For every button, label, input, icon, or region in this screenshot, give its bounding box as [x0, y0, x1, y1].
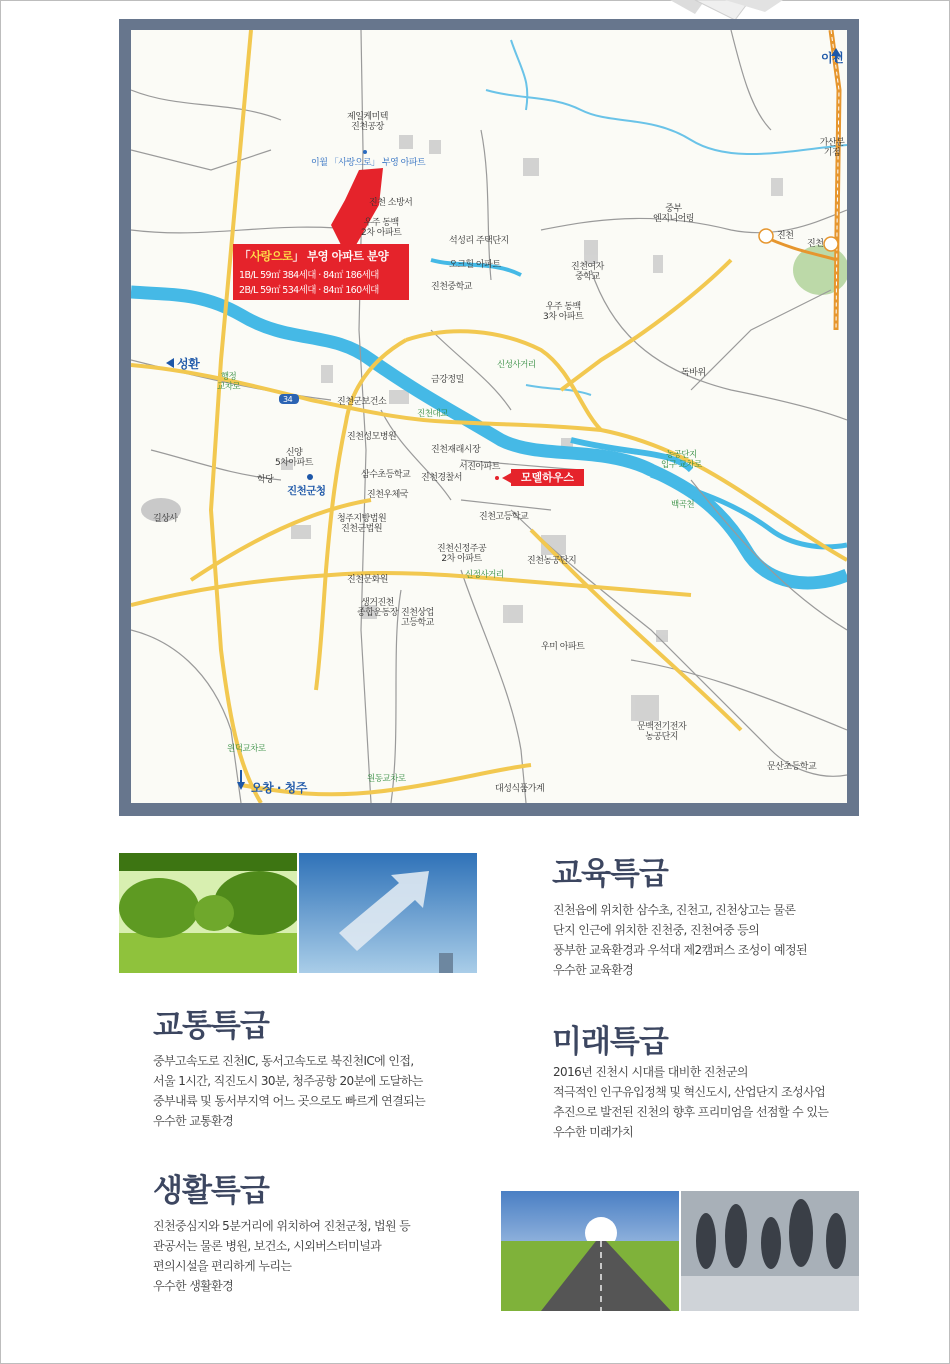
- promo-title: 「사랑으로」 부영 아파트 분양: [239, 249, 389, 263]
- map-graphics: [131, 30, 847, 803]
- map-label-jungbu-eng: 중부 엔지니어링: [653, 204, 694, 224]
- map-label-hakdang: 학당: [257, 475, 274, 485]
- map-label-jincheon-bridge: 진천대교: [417, 409, 448, 419]
- map-label-sinyang: 신양 5차아파트: [275, 448, 314, 468]
- map-label-culture-center: 진천문화원: [347, 575, 388, 585]
- map-label-jincheon-ms: 진천중학교: [431, 282, 472, 292]
- education-title: 교육특급: [552, 856, 668, 892]
- seonghwan-direction-label: 성환: [177, 357, 200, 371]
- map-label-st-mary: 진천성모병원: [347, 432, 397, 442]
- map-label-commerce-hs: 진천상업 고등학교: [401, 608, 434, 628]
- road-photo: [501, 1191, 679, 1311]
- park-photo: [119, 853, 297, 973]
- ochang-direction-label: 오창 · 청주: [251, 781, 307, 795]
- map-label-post-office: 진천우체국: [367, 490, 408, 500]
- map-label-daesung: 대성식품가계: [495, 784, 545, 794]
- map-label-dokbawi: 독바위: [681, 368, 706, 378]
- gov-office-marker-icon: [307, 474, 313, 480]
- map-label-nonggong-ic: 농공단지 입구 교차로: [661, 450, 702, 470]
- map-label-court: 청주지방법원 진천군법원: [337, 514, 387, 534]
- map-label-haengjeong-ic: 행정 교차로: [217, 372, 241, 392]
- map-label-route34: 34: [283, 395, 293, 404]
- booyoung-site-marker-icon: [363, 150, 367, 154]
- promo-row-2: 2B/L 59㎡ 534세대 · 84㎡ 160세대: [239, 285, 379, 296]
- map-label-fire-station: 진천 소방서: [369, 198, 413, 208]
- map-label-jincheon-hs: 진천고등학교: [479, 512, 529, 522]
- map-label-seoksung: 석성리 주택단지: [449, 236, 509, 246]
- map-label-nonggong-complex: 진천농공단지: [527, 556, 577, 566]
- map-label-sinjeong: 진천신정주공 2차 아파트: [437, 544, 487, 564]
- map-label-sinjeong-cross: 신정사거리: [465, 570, 504, 580]
- map-label-jincheon-tg: 진천: [777, 231, 794, 241]
- map-label-samsu-es: 삼수초등학교: [361, 470, 411, 480]
- map-label-jincheon-ic: 진천: [807, 239, 824, 249]
- map-label-okeuhill: 오크힐 아파트: [449, 260, 501, 270]
- promo-row-1: 1B/L 59㎡ 384세대 · 84㎡ 186세대: [239, 270, 379, 281]
- living-body: 진천중심지와 5분거리에 위치하여 진천군청, 법원 등 관공서는 물론 병원, 보건소, 시외버스터미널과 편의시설을 편리하게 누리는 우수한 생활환경: [153, 1219, 411, 1293]
- map-label-seojin: 서진아파트: [459, 462, 500, 472]
- map-label-stadium: 생거진천 종합운동장: [357, 598, 398, 618]
- map-label-wondong-ic: 원동교차로: [367, 774, 406, 784]
- transport-body: 중부고속도로 진천IC, 동서고속도로 북진천IC에 인접, 서울 1시간, 직진도시 30분, 청주공항 20분에 도달하는 중부내륙 및 동서부지역 어느 곳으로도 빠르게 연결되는 우수한 교통환경: [153, 1054, 426, 1128]
- icheon-direction-label: 이천: [821, 51, 844, 65]
- map-label-umi: 우미 아파트: [541, 642, 585, 652]
- future-body: 2016년 진천시 시대를 대비한 진천군의 적극적인 인구유입정책 및 혁신도시, 산업단지 조성사업 추진으로 발전된 진천의 향후 프리미엄을 선점할 수 있는 우수한 미래가치: [553, 1065, 829, 1139]
- model-house-marker-icon: [495, 476, 499, 480]
- model-house-pointer-icon: [502, 473, 511, 483]
- booyoung-promo-box[interactable]: [233, 244, 409, 300]
- future-title: 미래특급: [552, 1024, 668, 1060]
- education-body: 진천읍에 위치한 삼수초, 진천고, 진천상고는 물론 단지 인근에 위치한 진천중, 진천여중 등의 풍부한 교육환경과 우석대 제2캠퍼스 조성이 예정된 우수한 교육환경: [553, 903, 807, 977]
- map-label-market: 진천재래시장: [431, 445, 481, 455]
- map-label-munsan-es: 문산초등학교: [767, 762, 817, 772]
- map-label-sinseong: 신성사거리: [497, 360, 536, 370]
- map-label-munbaek: 문백전기전자 농공단지: [637, 722, 687, 742]
- map-label-wondeok-ic: 원덕교차로: [227, 744, 266, 754]
- gov-office-label: 진천군청: [287, 485, 326, 497]
- map-label-baekgokcheon: 백곡천: [671, 500, 695, 510]
- map-label-gasan-jct: 가산분기점: [819, 138, 845, 158]
- map-label-woojoo2: 우주 동백 2차 아파트: [361, 218, 402, 238]
- crowd-photo: [681, 1191, 859, 1311]
- map-label-geumgang: 금강정밀: [431, 375, 464, 385]
- map-label-booyoung-site: 이월 「사랑으로」 부영 아파트: [311, 158, 426, 168]
- map-label-gilsangsa: 길상사: [153, 514, 178, 524]
- map-label-jincheon-girls-ms: 진천여자 중학교: [571, 262, 604, 282]
- transport-title: 교통특급: [153, 1008, 269, 1044]
- map-label-woojoo3: 우주 동백 3차 아파트: [543, 302, 584, 322]
- map-label-health-center: 진천군보건소: [337, 397, 387, 407]
- map-label-factory: 제일케미텍 진천공장: [347, 112, 388, 132]
- model-house-badge[interactable]: 모델하우스: [511, 469, 584, 486]
- map-label-police: 진천경찰서: [421, 473, 462, 483]
- living-title: 생활특급: [153, 1173, 269, 1209]
- sky-arrow-photo: [299, 853, 477, 973]
- map-frame: [119, 19, 859, 816]
- location-map[interactable]: [131, 30, 847, 803]
